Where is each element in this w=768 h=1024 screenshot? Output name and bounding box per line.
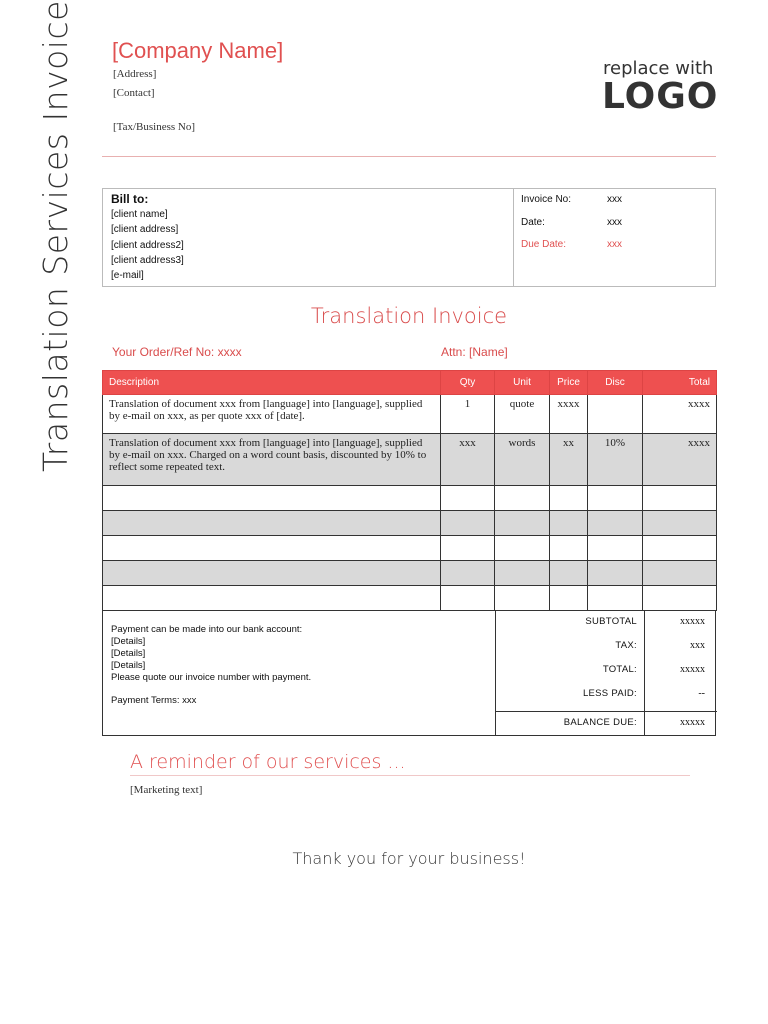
row2-qty: xxx	[441, 434, 495, 486]
order-ref-label: Your Order/Ref No:	[112, 345, 215, 359]
balance-due-value: xxxxx	[680, 717, 705, 728]
attn-value: [Name]	[469, 345, 508, 359]
row1-price: xxxx	[550, 395, 588, 434]
table-row	[103, 511, 717, 536]
col-description: Description	[103, 371, 441, 395]
payment-quote-note: Please quote our invoice number with payment.	[111, 672, 312, 683]
company-contact: [Contact]	[113, 87, 155, 99]
due-date-label: Due Date:	[521, 239, 567, 250]
payment-terms: Payment Terms: xxx	[111, 695, 197, 706]
row2-unit: words	[495, 434, 550, 486]
subtotal-value: xxxxx	[680, 616, 705, 627]
table-row	[103, 434, 717, 486]
client-name: [client name]	[111, 209, 168, 220]
due-date-value: xxx	[607, 239, 622, 250]
attn	[441, 345, 508, 359]
total-value: xxxxx	[680, 664, 705, 675]
date-label: Date:	[521, 217, 545, 228]
payment-details-2: [Details]	[111, 648, 146, 659]
col-unit: Unit	[495, 371, 550, 395]
logo-placeholder-line2: LOGO	[602, 76, 719, 117]
balance-due-row	[495, 711, 717, 735]
thank-you-note: Thank you for your business!	[292, 849, 526, 868]
client-address3: [client address3]	[111, 255, 184, 266]
invoice-no-value: xxx	[607, 194, 622, 205]
col-disc: Disc	[588, 371, 643, 395]
payment-line: Payment can be made into our bank account:	[111, 624, 303, 635]
total-label: TOTAL:	[602, 664, 637, 675]
tax-value: xxx	[690, 640, 705, 651]
row1-disc	[588, 395, 643, 434]
invoice-no-label: Invoice No:	[521, 194, 572, 205]
items-header-row	[103, 371, 717, 395]
side-title: Translation Services Invoice	[36, 0, 75, 472]
less-paid-value: --	[698, 688, 705, 699]
subtotal-label: SUBTOTAL	[585, 616, 637, 627]
payment-details-1: [Details]	[111, 636, 146, 647]
row2-disc: 10%	[588, 434, 643, 486]
row1-qty: 1	[441, 395, 495, 434]
row2-price: xx	[550, 434, 588, 486]
date-value: xxx	[607, 217, 622, 228]
payment-and-totals	[102, 611, 716, 736]
row1-total: xxxx	[643, 395, 717, 434]
header-divider	[102, 156, 716, 157]
col-price: Price	[550, 371, 588, 395]
table-row	[103, 395, 717, 434]
tax-label: TAX:	[615, 640, 637, 651]
table-row	[103, 561, 717, 586]
row1-unit: quote	[495, 395, 550, 434]
row2-description: Translation of document xxx from [language] into [language], supplied by e-mail on xxx. Charged on a word count basis, discounted by 10% to reflect some repeated text.	[103, 434, 441, 486]
reminder-heading: A reminder of our services ...	[130, 751, 406, 773]
order-ref	[112, 345, 242, 359]
bill-box-divider	[513, 189, 514, 286]
table-row	[103, 536, 717, 561]
invoice-title: Translation Invoice	[310, 304, 508, 328]
col-qty: Qty	[441, 371, 495, 395]
marketing-text: [Marketing text]	[130, 784, 203, 796]
less-paid-label: LESS PAID:	[582, 688, 637, 699]
attn-label: Attn:	[441, 345, 466, 359]
bill-to-title: Bill to:	[111, 192, 149, 206]
table-row	[103, 486, 717, 511]
payment-details-3: [Details]	[111, 660, 146, 671]
company-name: [Company Name]	[112, 38, 284, 63]
table-row	[103, 586, 717, 611]
row2-total: xxxx	[643, 434, 717, 486]
reminder-divider	[130, 775, 690, 776]
company-address: [Address]	[113, 68, 157, 80]
balance-due-label: BALANCE DUE:	[563, 717, 637, 728]
company-tax-no: [Tax/Business No]	[113, 121, 196, 133]
items-table	[102, 370, 717, 611]
totals-panel	[495, 611, 717, 711]
order-ref-value: xxxx	[217, 345, 242, 359]
col-total: Total	[643, 371, 717, 395]
row1-description: Translation of document xxx from [language] into [language], supplied by e-mail on xxx, as per quote xxx of [date].	[103, 395, 441, 434]
bill-to-box	[102, 188, 716, 287]
client-address: [client address]	[111, 224, 179, 235]
client-email: [e-mail]	[111, 270, 144, 281]
client-address2: [client address2]	[111, 240, 184, 251]
logo-placeholder-line1: replace with	[603, 58, 714, 79]
